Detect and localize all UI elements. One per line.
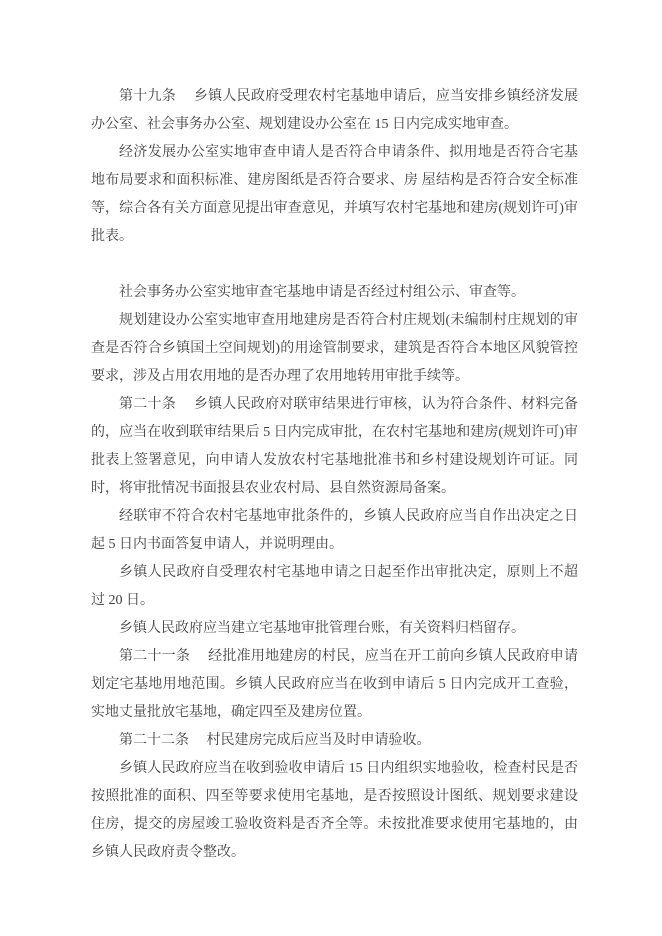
paragraph-joint-review-rejection: 经联审不符合农村宅基地审批条件的，乡镇人民政府应当自作出决定之日起 5 日内书面答复申请人，并说明理由。	[91, 509, 578, 552]
paragraph-planning-office-review: 规划建设办公室实地审查用地建房是否符合村庄规划(未编制村庄规划的审查是否符合乡镇国土空间规划)的用途管制要求，建筑是否符合本地区风貌管控要求，涉及占用农用地的是否办理了农用地转用审批手续等。	[91, 313, 578, 384]
paragraph-article-19: 第十九条 乡镇人民政府受理农村宅基地申请后，应当安排乡镇经济发展办公室、社会事务办公室、规划建设办公室在 15 日内完成实地审查。	[91, 89, 578, 132]
paragraph-economic-office-review: 经济发展办公室实地审查申请人是否符合申请条件、拟用地是否符合宅基地布局要求和面积标准、建房图纸是否符合要求、房 屋结构是否符合安全标准等，综合各有关方面意见提出审查意见，并填写农村宅基地和建房(规划许可)审批表。	[91, 145, 578, 244]
paragraph-article-22: 第二十二条 村民建房完成后应当及时申请验收。	[119, 733, 431, 748]
paragraph-acceptance-inspection: 乡镇人民政府应当在收到验收申请后 15 日内组织实地验收，检查村民是否按照批准的面积、四至等要求使用宅基地，是否按照设计图纸、规划要求建设住房，提交的房屋竣工验收资料是否齐全等。未按批准要求使用宅基地的，由乡镇人民政府责令整改。	[91, 761, 578, 860]
paragraph-approval-time-limit: 乡镇人民政府自受理农村宅基地申请之日起至作出审批决定，原则上不超过 20 日。	[91, 565, 578, 608]
paragraph-social-affairs-office-review: 社会事务办公室实地审查宅基地申请是否经过村组公示、审查等。	[119, 285, 525, 300]
paragraph-article-21: 第二十一条 经批准用地建房的村民，应当在开工前向乡镇人民政府申请划定宅基地用地范围。乡镇人民政府应当在收到申请后 5 日内完成开工查验，实地丈量批放宅基地，确定四至及建房位置。	[91, 649, 578, 720]
paragraph-article-20: 第二十条 乡镇人民政府对联审结果进行审核，认为符合条件、材料完备的，应当在收到联审结果后 5 日内完成审批，在农村宅基地和建房(规划许可)审批表上签署意见，向申请人发放农村宅基地批准书和乡村建设规划许可证。同时，将审批情况书面报县农业农村局、县自然资源局备案。	[91, 397, 578, 496]
document-text-block	[91, 83, 578, 867]
spacer-paragraph	[91, 251, 578, 279]
paragraph-approval-ledger: 乡镇人民政府应当建立宅基地审批管理台账，有关资料归档留存。	[119, 621, 525, 636]
